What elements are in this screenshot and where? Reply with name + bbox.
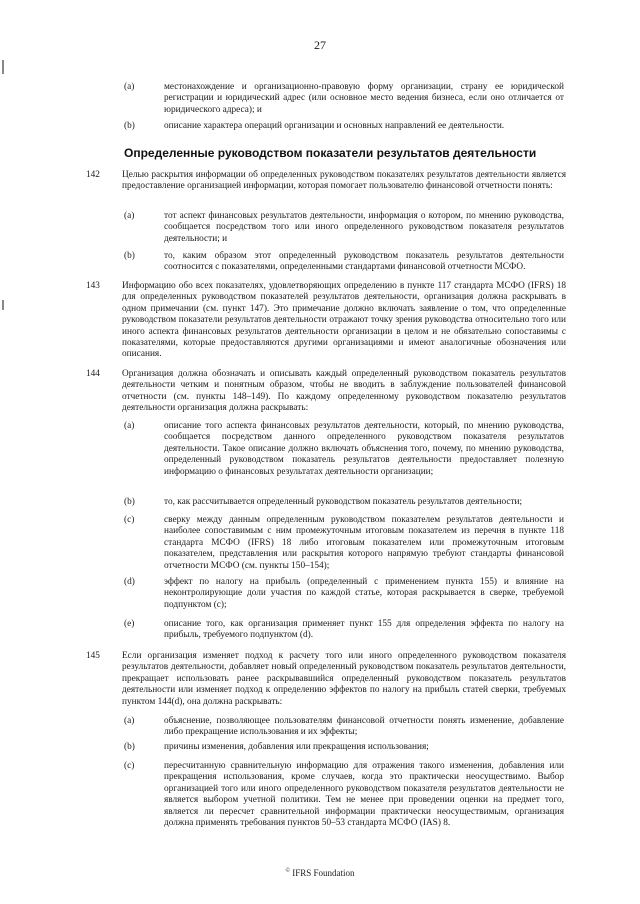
item-label: (c) xyxy=(124,761,135,771)
list-item xyxy=(124,761,564,829)
list-item xyxy=(124,211,564,245)
paragraph-text: Информацию обо всех показателях, удовлетворяющих определению в пункте 117 стандарта МСФО (IFRS) 18 для определенных руководством показателей результатов деятельности, организация должна раскрывать в одном примечании (см. пункт 147). Это примечание должно включать заявление о том, что определенные руководством показатели результатов деятельности отражают точку зрения руководства относительно того или иного аспекта финансовых результатов деятельности организации в целом и не обязательно сопоставимы с показателями, которые предоставляются другими организациями и имеют аналогичные обозначения или описания. xyxy=(122,281,566,360)
item-label: (a) xyxy=(124,82,135,92)
list-item xyxy=(124,421,564,478)
item-label: (b) xyxy=(124,121,135,131)
paragraph-text: Организация должна обозначать и описывать каждый определенный руководством показатель результатов деятельности четким и понятным образом, чтобы не вводить в заблуждение пользователей финансовой отчетности (см. пункты 148–149). По каждому определенному руководством показателю результатов деятельности организация должна раскрывать: xyxy=(122,369,566,414)
scan-edge-mark xyxy=(2,60,4,74)
item-label: (b) xyxy=(124,742,135,752)
list-item xyxy=(124,497,564,508)
item-text: описание характера операций организации и основных направлений ее деятельности. xyxy=(164,121,505,131)
footer-text: IFRS Foundation xyxy=(292,868,355,878)
item-text: объяснение, позволяющее пользователям финансовой отчетности понять изменение, добавление либо прекращение использования и их эффекты; xyxy=(164,716,564,738)
item-label: (a) xyxy=(124,421,135,431)
scan-edge-mark xyxy=(2,300,4,310)
item-text: эффект по налогу на прибыль (определенный с применением пункта 155) и влияние на неконтролирующие доли участия по каждой статье, которая раскрывается в сверке, требуемой подпунктом (c); xyxy=(164,577,564,610)
item-label: (e) xyxy=(124,619,135,629)
item-text: причины изменения, добавления или прекращения использования; xyxy=(164,742,429,752)
item-label: (b) xyxy=(124,251,135,261)
paragraph-number: 142 xyxy=(86,170,100,180)
list-item xyxy=(124,515,564,572)
item-text: описание того, как организация применяет пункт 155 для определения эффекта по налогу на прибыль, требуемого подпунктом (d). xyxy=(164,619,564,641)
item-text: местонахождение и организационно-правовую форму организации, страну ее юридической регистрации и юридический адрес (или основное место ведения бизнеса, если оно отличается от юридического адреса); и xyxy=(164,82,564,115)
item-label: (c) xyxy=(124,515,135,525)
list-item xyxy=(124,82,564,116)
paragraph-142 xyxy=(86,170,566,193)
paragraph-text: Если организация изменяет подход к расчету того или иного определенного руководством показателя результатов деятельности, добавляет новый определенный руководством показатель результатов деятельности, прекращает использовать ранее раскрывавшийся определенный руководством показатель результатов деятельности или изменяет подход к определению эффектов по налогу на прибыль статей сверки, требуемых пунктом 144(d), она должна раскрывать: xyxy=(122,651,566,707)
paragraph-number: 145 xyxy=(86,651,100,661)
item-text: то, как рассчитывается определенный руководством показатель результатов деятельности; xyxy=(164,497,523,507)
list-item xyxy=(124,577,564,611)
item-text: описание того аспекта финансовых результатов деятельности, который, по мнению руководства, сообщается посредством данного определенного руководством показателя результатов деятельности. Такое описание должно включать объяснения того, почему, по мнению руководства, определенный руководством показатель результатов деятельности предоставляет полезную информацию о финансовых результатах деятельности организации; xyxy=(164,421,564,477)
item-text: тот аспект финансовых результатов деятельности, информация о котором, по мнению руководства, сообщается посредством того или иного определенного руководством показателя результатов деятельности; и xyxy=(164,211,564,244)
copyright-symbol: © xyxy=(285,868,291,874)
paragraph-143 xyxy=(86,281,566,361)
item-label: (b) xyxy=(124,497,135,507)
list-item xyxy=(124,716,564,739)
item-text: то, каким образом этот определенный руководством показатель результатов деятельности соотносится с показателями, определенными стандартами финансовой отчетности МСФО. xyxy=(164,251,564,273)
item-label: (a) xyxy=(124,211,135,221)
paragraph-144 xyxy=(86,369,566,415)
item-label: (d) xyxy=(124,577,135,587)
list-item xyxy=(124,251,564,274)
page-number: 27 xyxy=(314,38,326,52)
list-item xyxy=(124,742,564,753)
item-label: (a) xyxy=(124,716,135,726)
paragraph-number: 144 xyxy=(86,369,100,379)
item-text: сверку между данным определенным руководством показателем результатов деятельности и наиболее сопоставимым с ним промежуточным итоговым показателем из перечня в пункте 118 стандарта МСФО (IFRS) 18 либо итоговым показателем или промежуточным итоговым показателем, представления или раскрытия которого напрямую требуют стандарты финансовой отчетности МСФО (см. пункты 150–154); xyxy=(164,515,564,571)
paragraph-text: Целью раскрытия информации об определенных руководством показателях результатов деятельности является предоставление организацией информации, которая помогает пользователю финансовой отчетности понять: xyxy=(122,170,566,192)
list-item xyxy=(124,121,564,132)
section-heading: Определенные руководством показатели результатов деятельности xyxy=(124,146,537,160)
item-text: пересчитанную сравнительную информацию для отражения такого изменения, добавления или прекращения использования, кроме случаев, когда это практически неосуществимо. Выбор организацией того или иного определенного руководством показателя результатов деятельности не является выбором учетной политики. Тем не менее при проведении оценки на предмет того, является ли пересчет сравнительной информации практически неосуществимым, организация должна применять требования пунктов 50–53 стандарта МСФО (IAS) 8. xyxy=(164,761,564,829)
paragraph-145 xyxy=(86,651,566,708)
list-item xyxy=(124,619,564,642)
paragraph-number: 143 xyxy=(86,281,100,291)
footer xyxy=(0,868,640,878)
